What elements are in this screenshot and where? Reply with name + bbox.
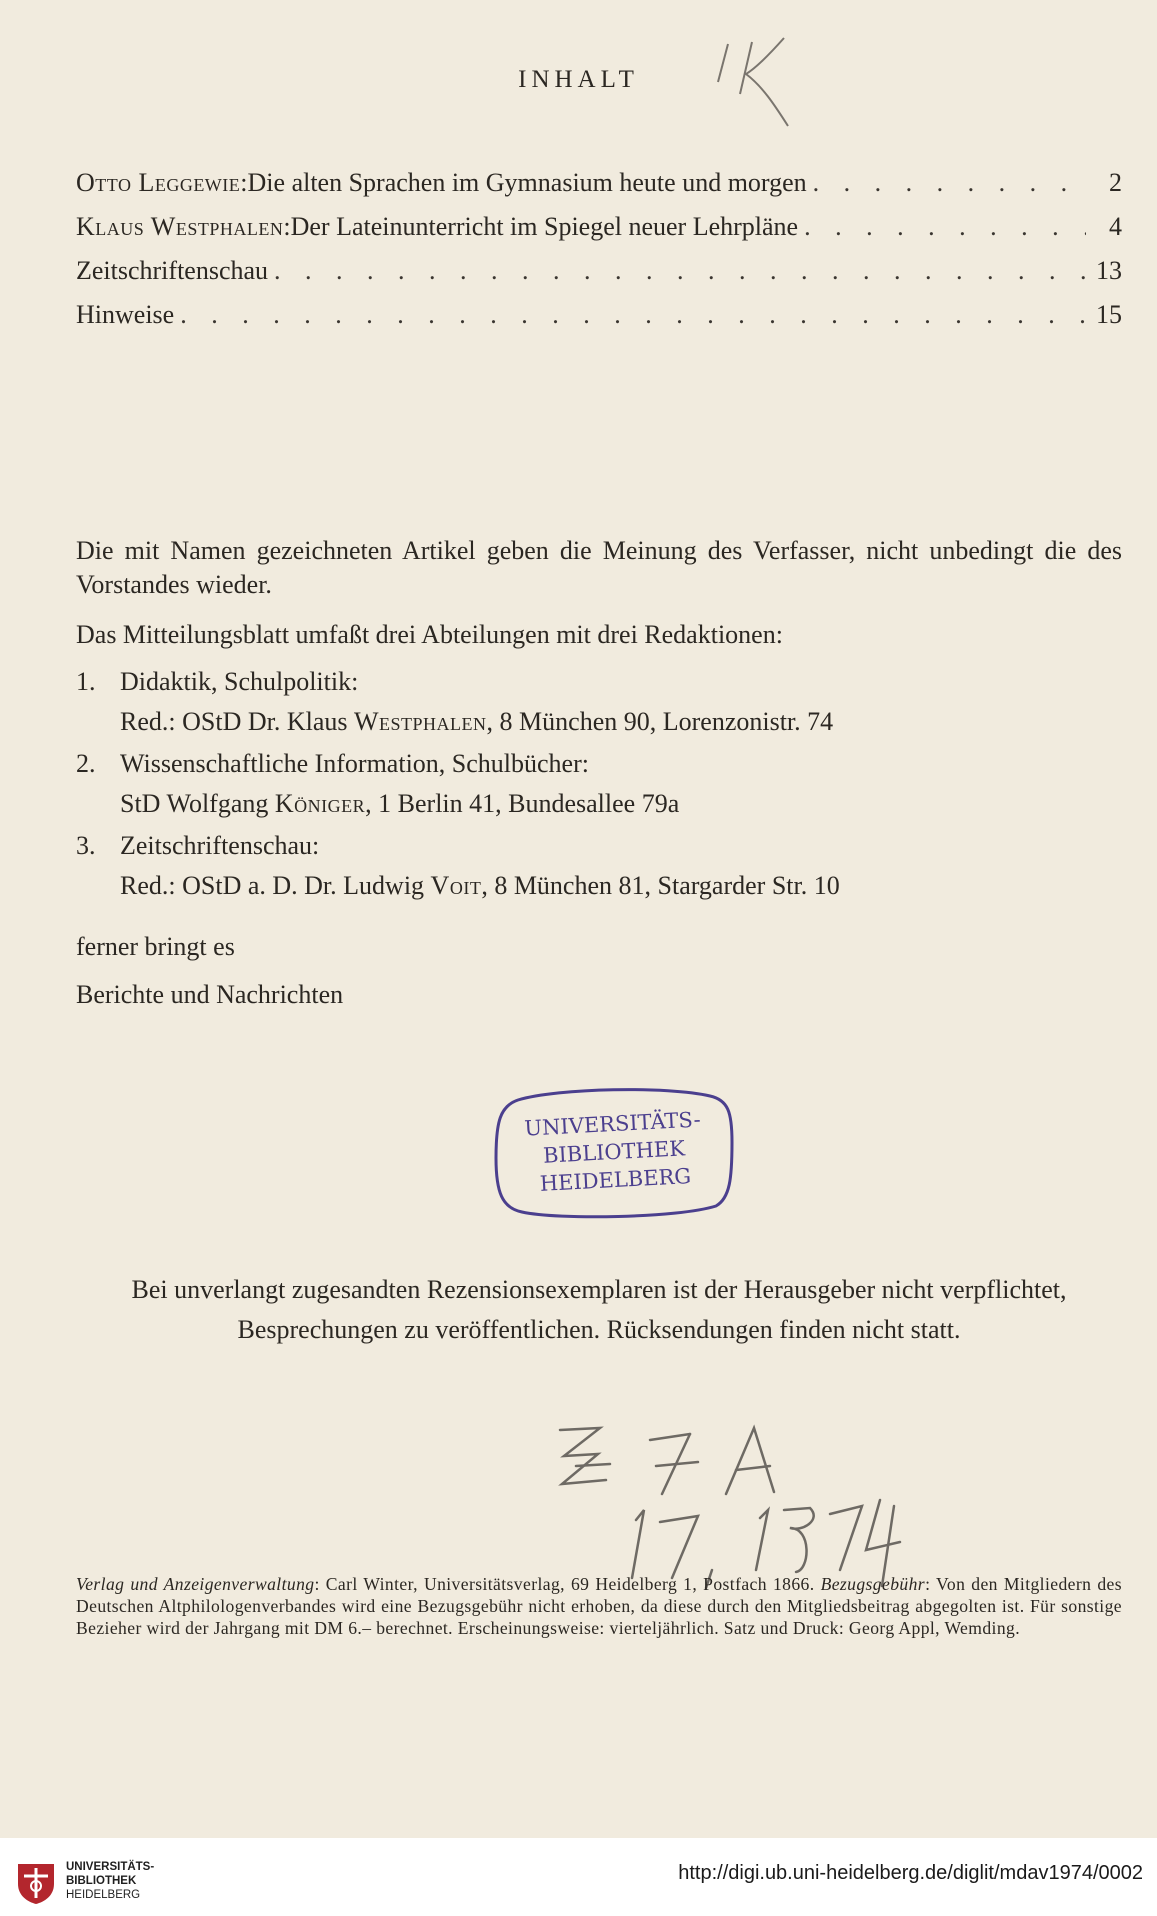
imprint-label: Verlag und Anzeigenverwaltung [76, 1574, 315, 1594]
stamp-line: HEIDELBERG [539, 1164, 692, 1196]
section-number: 2. [76, 749, 96, 778]
toc-title: Hinweise [76, 300, 175, 329]
section-name: Didaktik, Schulpolitik: [120, 667, 359, 696]
handwritten-k-mark [712, 34, 802, 134]
page-title: INHALT [518, 66, 639, 93]
section-editor: Red.: OStD Dr. Klaus Westphalen, 8 München 90, Lorenzonistr. 74 [120, 707, 834, 736]
toc-page-number: 2 [1109, 168, 1122, 197]
toc-title: Zeitschriftenschau [76, 256, 269, 285]
library-stamp [494, 1104, 734, 1200]
permalink-url[interactable]: http://digi.ub.uni-heidelberg.de/diglit/mdav1974/0002 [678, 1862, 1143, 1884]
imprint-label: Bezugsgebühr [820, 1574, 926, 1594]
sections-intro: Das Mitteilungsblatt umfaßt drei Abteilungen mit drei Redaktionen: [76, 620, 783, 649]
unsolicited-review-notice [76, 1270, 1122, 1350]
toc-entry[interactable] [76, 168, 1122, 212]
section-number: 3. [76, 831, 96, 860]
publisher-imprint: Verlag und Anzeigenverwaltung: Carl Winter, Universitätsverlag, 69 Heidelberg 1, Postfach 1866. Bezugsgebühr: Von den Mitgliedern des Deutschen Altphilologenverbandes wird eine Bezugsgebühr nicht erhoben, da diese durch den Mitgliedsbeitrag abgegolten ist. Für sonstige Bezieher wird der Jahrgang mit DM 6.– berechnet. Erscheinungsweise: vierteljährlich. Satz und Druck: Georg Appl, Wemding. [76, 1574, 1122, 1638]
toc-title: Die alten Sprachen im Gymnasium heute und morgen [247, 168, 807, 197]
section-list-item [76, 744, 1122, 824]
toc-entry[interactable] [76, 212, 1122, 256]
editor-surname: Voit [430, 871, 482, 900]
section-editor: StD Wolfgang Königer, 1 Berlin 41, Bundesallee 79a [120, 789, 680, 818]
section-name: Zeitschriftenschau: [120, 831, 320, 860]
toc-page-number: 15 [1096, 300, 1122, 329]
section-list-item [76, 826, 1122, 906]
toc-dot-leader [274, 256, 1086, 286]
toc-dot-leader [804, 212, 1086, 242]
also-line: ferner bringt es [76, 932, 235, 961]
toc-author: Otto Leggewie [76, 168, 241, 197]
toc-entry[interactable] [76, 256, 1122, 300]
toc-separator: : [283, 212, 291, 241]
toc-author: Klaus Westphalen [76, 212, 284, 241]
stamp-line: BIBLIOTHEK [542, 1136, 686, 1168]
editor-surname: Königer [274, 789, 366, 818]
section-editor: Red.: OStD a. D. Dr. Ludwig Voit, 8 München 81, Stargarder Str. 10 [120, 871, 840, 900]
reports-line: Berichte und Nachrichten [76, 980, 344, 1009]
section-list-item [76, 662, 1122, 742]
editor-surname: Westphalen [354, 707, 487, 736]
viewer-footer-bar [0, 1838, 1157, 1916]
stamp-line: UNIVERSITÄTS- [523, 1107, 702, 1141]
notice-line: Besprechungen zu veröffentlichen. Rücksendungen finden nicht statt. [237, 1315, 961, 1344]
table-of-contents [76, 168, 1122, 344]
disclaimer-paragraph: Die mit Namen gezeichneten Artikel geben die Meinung des Verfasser, nicht unbedingt die des Vorstandes wieder. [76, 536, 1122, 599]
section-number: 1. [76, 667, 96, 696]
toc-separator: : [240, 168, 248, 197]
toc-entry[interactable] [76, 300, 1122, 344]
toc-dot-leader [813, 168, 1086, 198]
notice-line: Bei unverlangt zugesandten Rezensionsexemplaren ist der Herausgeber nicht verpflichtet, [131, 1275, 1067, 1304]
library-seal-icon[interactable] [14, 1858, 58, 1906]
toc-dot-leader [180, 300, 1086, 330]
toc-title: Der Lateinunterricht im Spiegel neuer Lehrpläne [290, 212, 799, 241]
handwritten-shelfmark [540, 1410, 980, 1600]
section-name: Wissenschaftliche Information, Schulbücher: [120, 749, 589, 778]
toc-page-number: 13 [1096, 256, 1122, 285]
library-name[interactable]: UNIVERSITÄTS- BIBLIOTHEK HEIDELBERG [66, 1861, 155, 1901]
toc-page-number: 4 [1109, 212, 1122, 241]
